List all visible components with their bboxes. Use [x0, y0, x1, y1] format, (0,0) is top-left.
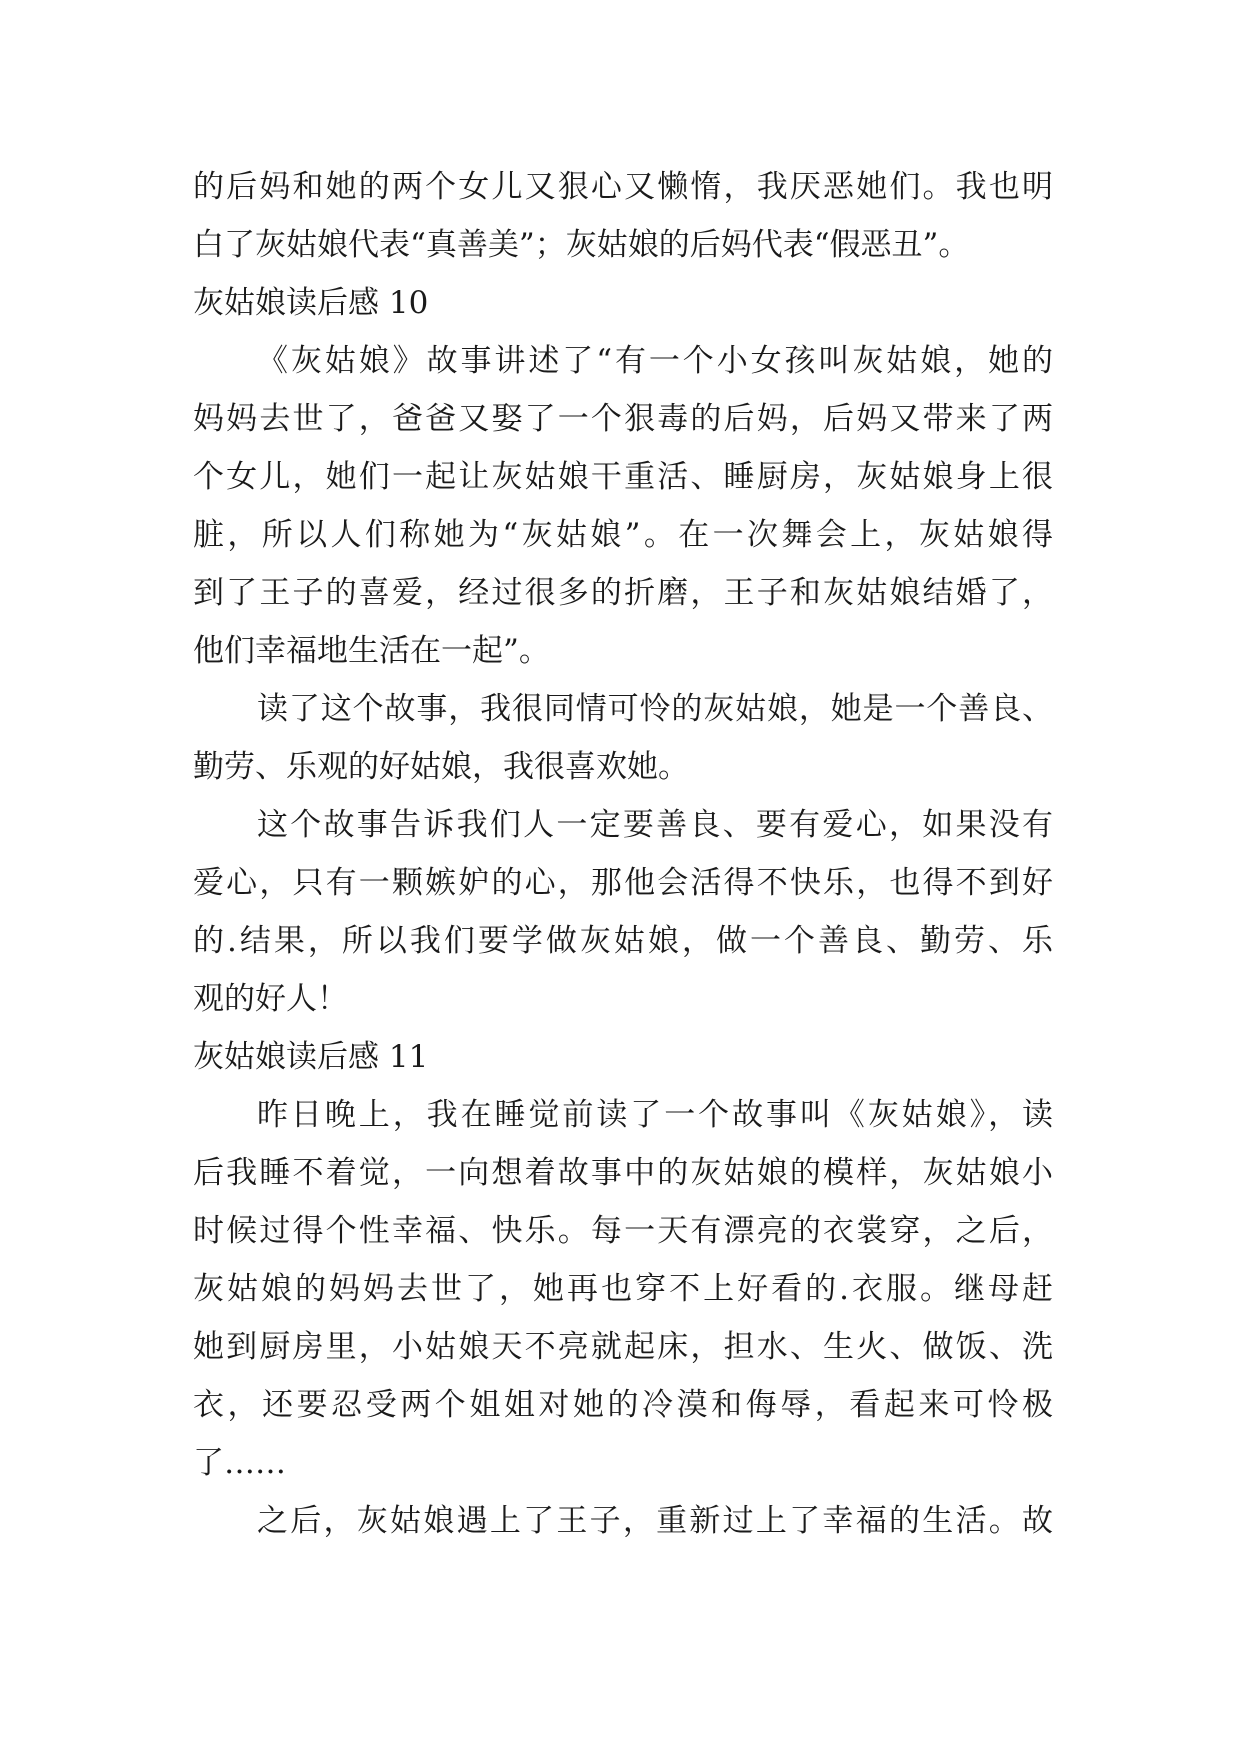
text-line: 昨日晚上，我在睡觉前读了一个故事叫《灰姑娘》，读: [257, 1097, 1053, 1133]
text-line: 妈妈去世了，爸爸又娶了一个狠毒的后妈，后妈又带来了两: [193, 401, 1053, 437]
text-line: 观的好人！: [193, 981, 348, 1017]
text-line: 脏，所以人们称她为“灰姑娘”。在一次舞会上，灰姑娘得: [193, 517, 1053, 553]
text-line: 读了这个故事，我很同情可怜的灰姑娘，她是一个善良、: [257, 691, 1053, 727]
paragraph: [193, 332, 1053, 680]
text-line: 之后，灰姑娘遇上了王子，重新过上了幸福的生活。故: [257, 1503, 1053, 1539]
text-line: 爱心，只有一颗嫉妒的心，那他会活得不快乐，也得不到好: [193, 865, 1053, 901]
paragraph: [193, 796, 1053, 1028]
document-body: [193, 158, 1053, 1550]
text-line: 勤劳、乐观的好姑娘，我很喜欢她。: [193, 749, 689, 785]
section-heading: 灰姑娘读后感 10: [193, 285, 429, 321]
text-line: 的.结果，所以我们要学做灰姑娘，做一个善良、勤劳、乐: [193, 923, 1053, 959]
text-line: 这个故事告诉我们人一定要善良、要有爱心，如果没有: [257, 807, 1053, 843]
text-line: 他们幸福地生活在一起”。: [193, 633, 550, 669]
text-line: 灰姑娘的妈妈去世了，她再也穿不上好看的.衣服。继母赶: [193, 1271, 1053, 1307]
text-line: 时候过得个性幸福、快乐。每一天有漂亮的衣裳穿，之后，: [193, 1213, 1053, 1249]
text-line: 的后妈和她的两个女儿又狠心又懒惰，我厌恶她们。我也明: [193, 169, 1053, 205]
paragraph: [193, 1086, 1053, 1492]
text-line: 到了王子的喜爱，经过很多的折磨，王子和灰姑娘结婚了，: [193, 575, 1053, 611]
text-line: 白了灰姑娘代表“真善美”；灰姑娘的后妈代表“假恶丑”。: [193, 227, 970, 263]
text-line: 衣，还要忍受两个姐姐对她的冷漠和侮辱，看起来可怜极: [193, 1387, 1053, 1423]
text-line: 后我睡不着觉，一向想着故事中的灰姑娘的模样，灰姑娘小: [193, 1155, 1053, 1191]
paragraph-continuation: [193, 158, 1053, 274]
text-line: 《灰姑娘》故事讲述了“有一个小女孩叫灰姑娘，她的: [257, 343, 1053, 379]
section-heading: 灰姑娘读后感 11: [193, 1039, 429, 1075]
paragraph: [193, 680, 1053, 796]
paragraph: [193, 1492, 1053, 1550]
text-line: 个女儿，她们一起让灰姑娘干重活、睡厨房，灰姑娘身上很: [193, 459, 1053, 495]
text-line: 她到厨房里，小姑娘天不亮就起床，担水、生火、做饭、洗: [193, 1329, 1053, 1365]
text-line: 了……: [193, 1445, 286, 1481]
